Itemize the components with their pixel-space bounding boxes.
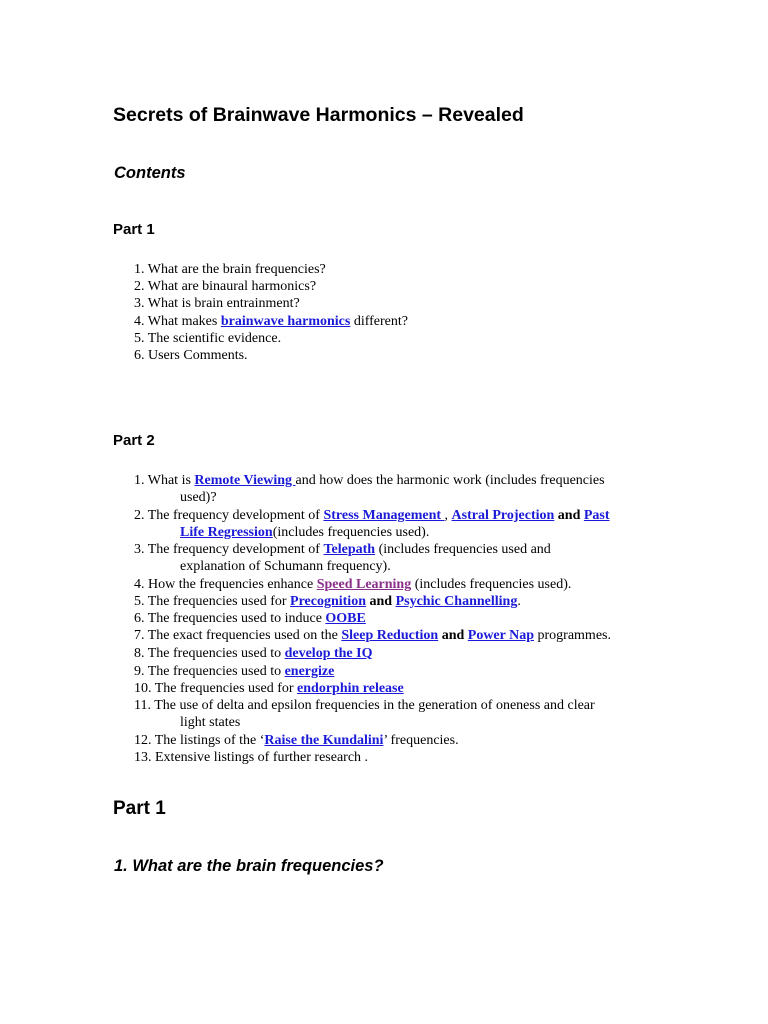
list-item: 1. What is Remote Viewing and how does the harmonic work (includes frequencies — [134, 473, 605, 488]
list-item: 7. The exact frequencies used on the Sleep Reduction and Power Nap programmes. — [134, 628, 611, 643]
oobe-link[interactable]: OOBE — [325, 611, 366, 626]
part1-contents-heading: Part 1 — [113, 221, 155, 238]
list-item-continuation: used)? — [180, 490, 217, 505]
develop-iq-link[interactable]: develop the IQ — [284, 646, 373, 661]
sleep-reduction-link[interactable]: Sleep Reduction — [341, 628, 439, 643]
contents-heading: Contents — [114, 164, 186, 182]
past-life-regression-link-cont[interactable]: Life Regression — [180, 525, 273, 540]
list-item: 10. The frequencies used for endorphin release — [134, 681, 404, 696]
list-item: 2. The frequency development of Stress Management , Astral Projection and Past — [134, 508, 610, 523]
list-item: 11. The use of delta and epsilon frequencies in the generation of oneness and clear — [134, 698, 595, 713]
document-title: Secrets of Brainwave Harmonics – Revealed — [113, 104, 524, 126]
past-life-regression-link[interactable]: Past — [583, 508, 610, 523]
list-item: 3. What is brain entrainment? — [134, 296, 300, 311]
part2-contents-heading: Part 2 — [113, 432, 155, 449]
power-nap-link[interactable]: Power Nap — [467, 628, 534, 643]
list-item-continuation: light states — [180, 715, 241, 730]
list-item: 5. The scientific evidence. — [134, 331, 282, 346]
list-item: 8. The frequencies used to develop the IQ — [134, 646, 373, 661]
list-item: 6. Users Comments. — [134, 348, 248, 363]
raise-kundalini-link[interactable]: Raise the Kundalini — [264, 733, 384, 748]
astral-projection-link[interactable]: Astral Projection — [451, 508, 555, 523]
list-item: 4. What makes brainwave harmonics different? — [134, 314, 408, 329]
list-item: 12. The listings of the ‘Raise the Kundalini’ frequencies. — [134, 733, 459, 748]
list-item: 13. Extensive listings of further research . — [134, 750, 369, 765]
telepath-link[interactable]: Telepath — [323, 542, 376, 557]
brainwave-harmonics-link[interactable]: brainwave harmonics — [220, 314, 351, 329]
list-item: 4. How the frequencies enhance Speed Learning (includes frequencies used). — [134, 577, 572, 592]
energize-link[interactable]: energize — [284, 664, 335, 679]
list-item: 6. The frequencies used to induce OOBE — [134, 611, 366, 626]
psychic-channelling-link[interactable]: Psychic Channelling — [395, 594, 518, 609]
remote-viewing-link[interactable]: Remote Viewing — [194, 473, 296, 488]
precognition-link[interactable]: Precognition — [290, 594, 366, 609]
section1-heading: 1. What are the brain frequencies? — [114, 857, 384, 875]
stress-management-link[interactable]: Stress Management — [323, 508, 445, 523]
list-item-continuation: Life Regression(includes frequencies used). — [180, 525, 430, 540]
speed-learning-link[interactable]: Speed Learning — [316, 577, 412, 592]
list-item: 9. The frequencies used to energize — [134, 664, 335, 679]
endorphin-release-link[interactable]: endorphin release — [297, 681, 404, 696]
list-item-continuation: explanation of Schumann frequency). — [180, 559, 391, 574]
part1-section-heading: Part 1 — [113, 798, 166, 819]
list-item: 1. What are the brain frequencies? — [134, 262, 326, 277]
list-item: 3. The frequency development of Telepath (includes frequencies used and — [134, 542, 551, 557]
list-item: 2. What are binaural harmonics? — [134, 279, 317, 294]
list-item: 5. The frequencies used for Precognition and Psychic Channelling. — [134, 594, 521, 609]
